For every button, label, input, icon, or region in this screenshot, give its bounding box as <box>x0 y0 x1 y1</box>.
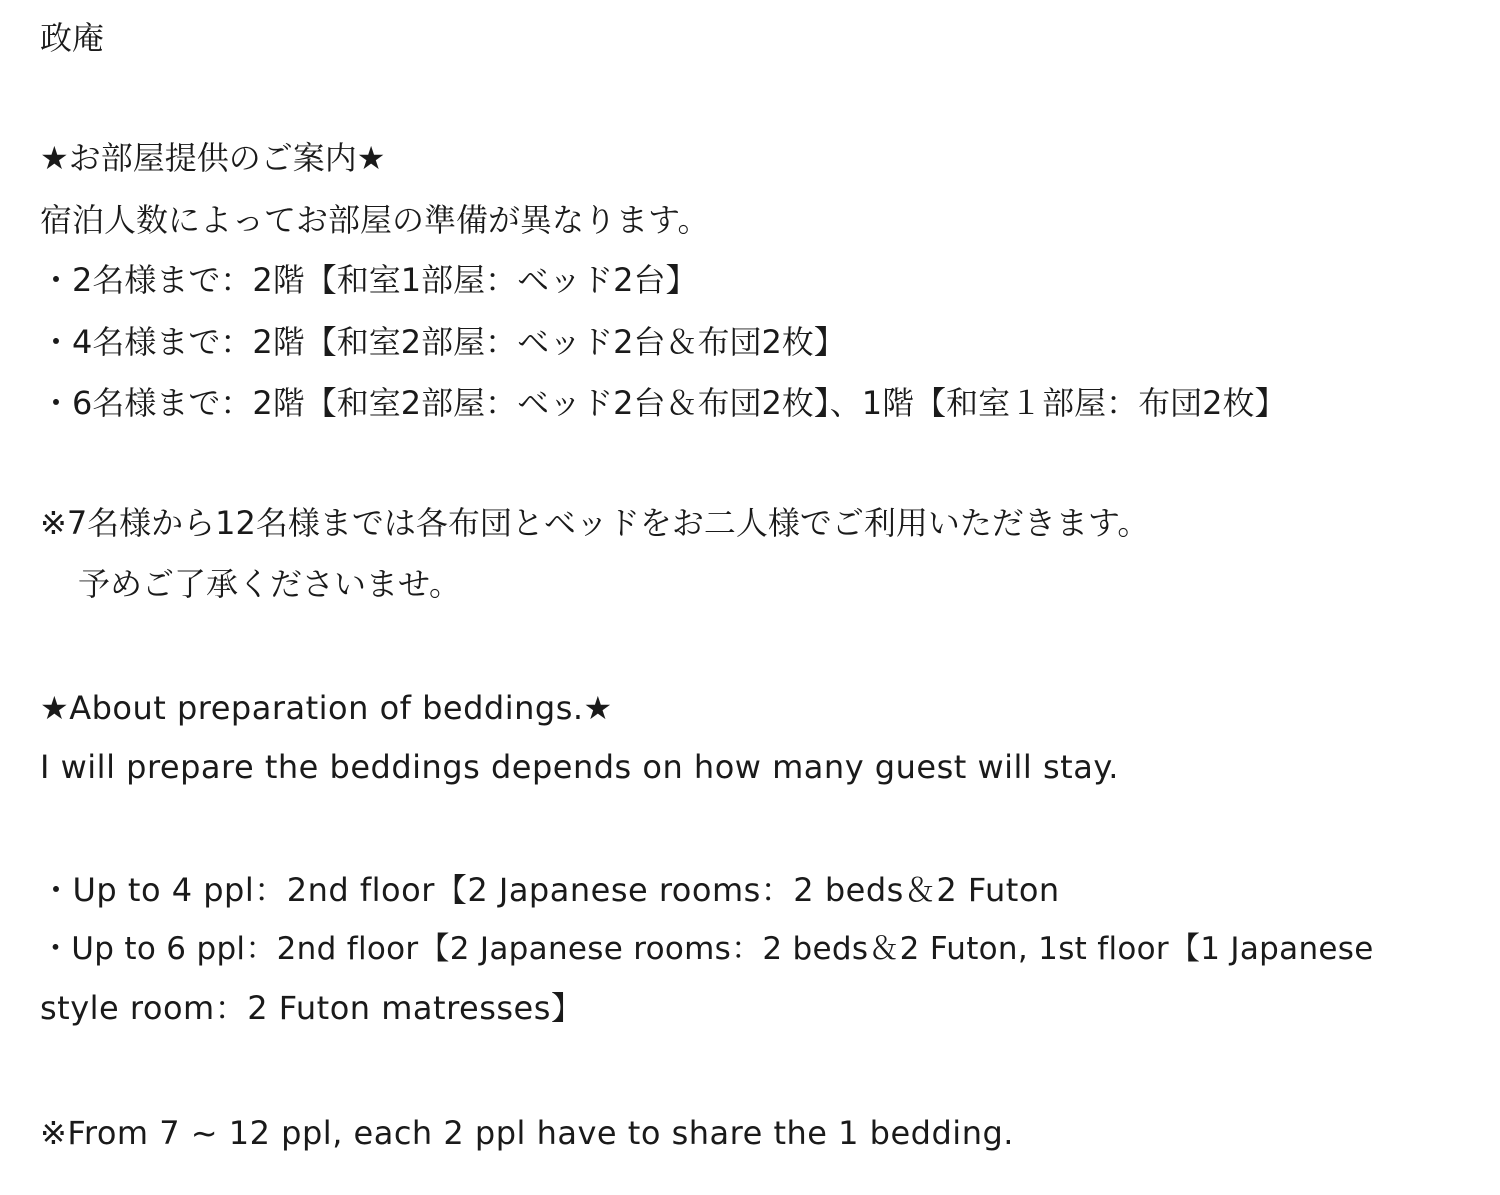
en-intro: I will prepare the beddings depends on how many guest will stay. <box>40 748 1119 786</box>
jp-heading: ★お部屋提供のご案内★ <box>40 139 386 177</box>
en-item-6-ppl-continued: style room：2 Futon matresses】 <box>40 989 584 1027</box>
jp-item-6-guests: ・6名様まで：2階【和室2部屋：ベッド2台＆布団2枚】、1階【和室１部屋：布団2枚】 <box>40 384 1287 422</box>
jp-item-4-guests: ・4名様まで：2階【和室2部屋：ベッド2台＆布団2枚】 <box>40 323 846 361</box>
jp-note: ※7名様から12名様までは各布団とベッドをお二人様でご利用いただきます。 <box>40 504 1150 542</box>
jp-intro: 宿泊人数によってお部屋の準備が異なります。 <box>40 201 710 239</box>
jp-item-2-guests: ・2名様まで：2階【和室1部屋：ベッド2台】 <box>40 261 698 299</box>
en-item-6-ppl: ・Up to 6 ppl：2nd floor【2 Japanese rooms：2 beds＆2 Futon, 1st floor【1 Japanese <box>40 931 1374 967</box>
en-heading: ★About preparation of beddings.★ <box>40 689 613 727</box>
en-item-4-ppl: ・Up to 4 ppl：2nd floor【2 Japanese rooms：2 beds＆2 Futon <box>40 871 1060 909</box>
en-note: ※From 7 ~ 12 ppl, each 2 ppl have to share the 1 bedding. <box>40 1114 1014 1152</box>
jp-note-continued: 予めご了承くださいませ。 <box>78 565 462 603</box>
document-header: 政庵 <box>40 19 105 57</box>
